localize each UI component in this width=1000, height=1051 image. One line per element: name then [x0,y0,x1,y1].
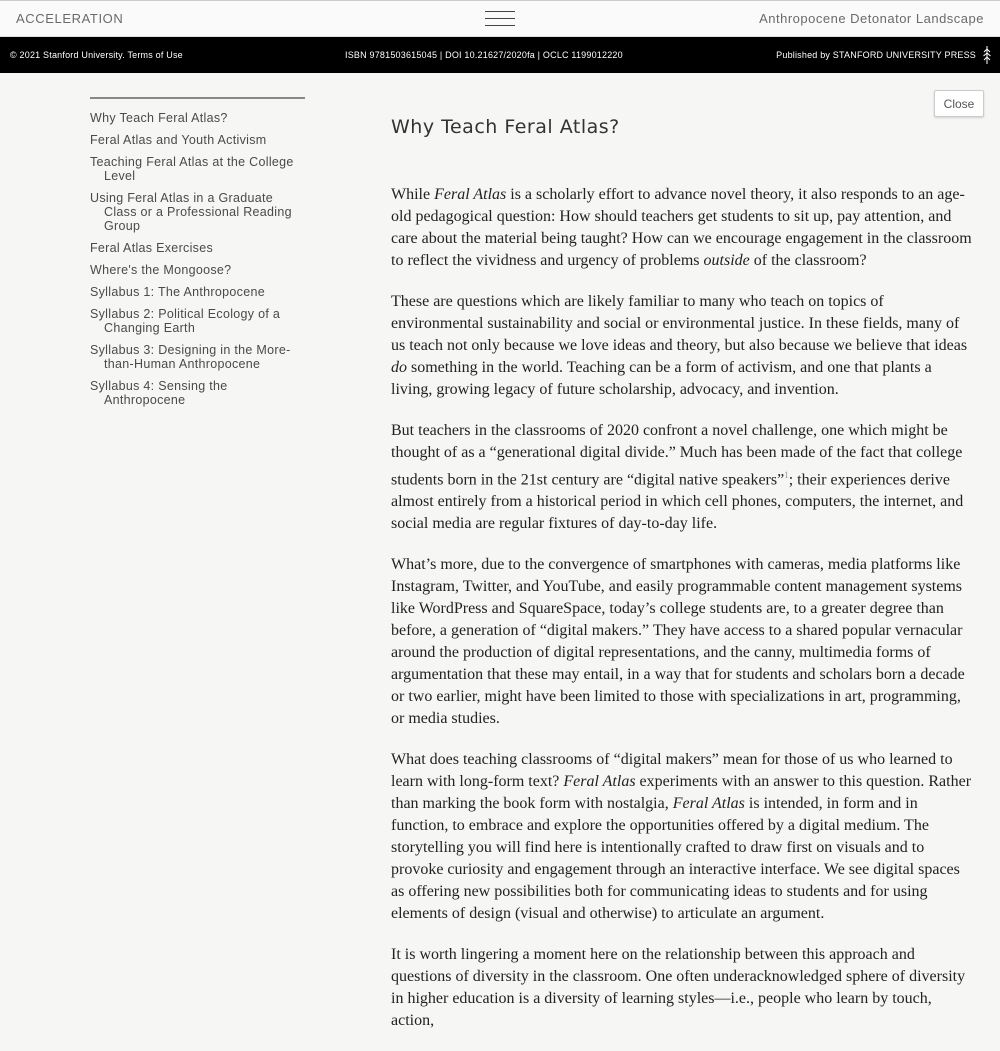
paragraph-4: What’s more, due to the convergence of smartphones with cameras, media platforms like Instagram, Twitter, and YouTube, and easily programmable content management systems like WordPress and SquareSpace, today’s college students are, to a greater degree than before, a generation of “digital makers.” They have access to a shared popular vernacular around the production of digital representations, and the canny, multimedia forms of argumentation that these may entail, in a way that for students and scholars born a decade or two earlier, might have been limited to those with specializations in art, programming, or media studies. [391,556,965,728]
toc-item-graduate-class[interactable]: Using Feral Atlas in a Graduate Class or a Professional Reading Group [90,191,292,233]
toc-item-exercises[interactable]: Feral Atlas Exercises [90,241,214,255]
toc-item-syllabus-3[interactable]: Syllabus 3: Designing in the More-than-Human Anthropocene [90,343,291,371]
copyright-text[interactable]: © 2021 Stanford University. Terms of Use [10,50,183,60]
paragraph-2: These are questions which are likely familiar to many who teach on topics of environmental sustainability and social or environmental justice. In these fields, many of us teach not only because we love ideas and theory, but also because we believe that ideas do something in the world. Teaching can be a form of activism, and one that plants a living, growing legacy of future scholarship, advocacy, and invention. [391,293,968,398]
menu-icon[interactable] [485,11,515,29]
landscape-link[interactable]: Anthropocene Detonator Landscape [759,11,984,26]
paragraph-1: While Feral Atlas is a scholarly effort to advance novel theory, it also responds to an age-old pedagogical question: How should teachers get students to sit up, pay attention, and care about the material being taught? How can we encourage engagement in the classroom to reflect the vividness and urgency of problems outside of the classroom? [391,186,972,269]
publisher-text[interactable]: Published by STANFORD UNIVERSITY PRESS [776,50,976,60]
toc-item-college-level[interactable]: Teaching Feral Atlas at the College Level [90,155,294,183]
paragraph-6: It is worth lingering a moment here on the relationship between this approach and questions of diversity in the classroom. One often underacknowledged sphere of diversity in higher education is a diversity of learning styles—i.e., people who learn by touch, action, [391,946,966,1030]
section-link[interactable]: ACCELERATION [16,11,124,26]
identifiers-text: ISBN 9781503615045 | DOI 10.21627/2020fa | OCLC 1199012220 [345,50,623,60]
paragraph-5: What does teaching classrooms of “digital makers” mean for those of us who learned to learn with long-form text? Feral Atlas experiments with an answer to this question. Rather than marking the book form with nostalgia, Feral Atlas is intended, in form and in function, to embrace and explore the opportunities offered by a digital medium. The storytelling you will find here is intentionally crafted to draw first on visuals and to provoke curiosity and engagement through an interactive interface. We see digital spaces as offering new possibilities both for communicating ideas to students and for using elements of design (visual and otherwise) to articulate an argument. [391,751,972,923]
toc-item-syllabus-4[interactable]: Syllabus 4: Sensing the Anthropocene [90,379,228,407]
toc-item-syllabus-1[interactable]: Syllabus 1: The Anthropocene [90,285,265,299]
table-of-contents [90,97,305,415]
stanford-tree-icon [982,45,992,65]
footnote-link[interactable]: 1 [784,470,789,480]
toc-item-mongoose[interactable]: Where's the Mongoose? [90,263,232,277]
paragraph-3: But teachers in the classrooms of 2020 confront a novel challenge, one which might be thought of as a “generational digital divide.” Much has been made of the fact that college students born in the 21st century are “digital native speakers”$^1$; their experiences derive almost entirely from a historical period in which cell phones, computers, the internet, and social media are regular fixtures of day-to-day life. [391,422,964,533]
top-bar [0,0,1000,37]
page-title: Why Teach Feral Atlas? [391,116,620,138]
toc-item-why-teach[interactable]: Why Teach Feral Atlas? [90,111,228,125]
toc-item-youth-activism[interactable]: Feral Atlas and Youth Activism [90,133,267,147]
close-button[interactable]: Close [934,90,984,117]
publisher-bar [0,37,1000,73]
toc-item-syllabus-2[interactable]: Syllabus 2: Political Ecology of a Changing Earth [90,307,281,335]
article [391,116,976,1051]
